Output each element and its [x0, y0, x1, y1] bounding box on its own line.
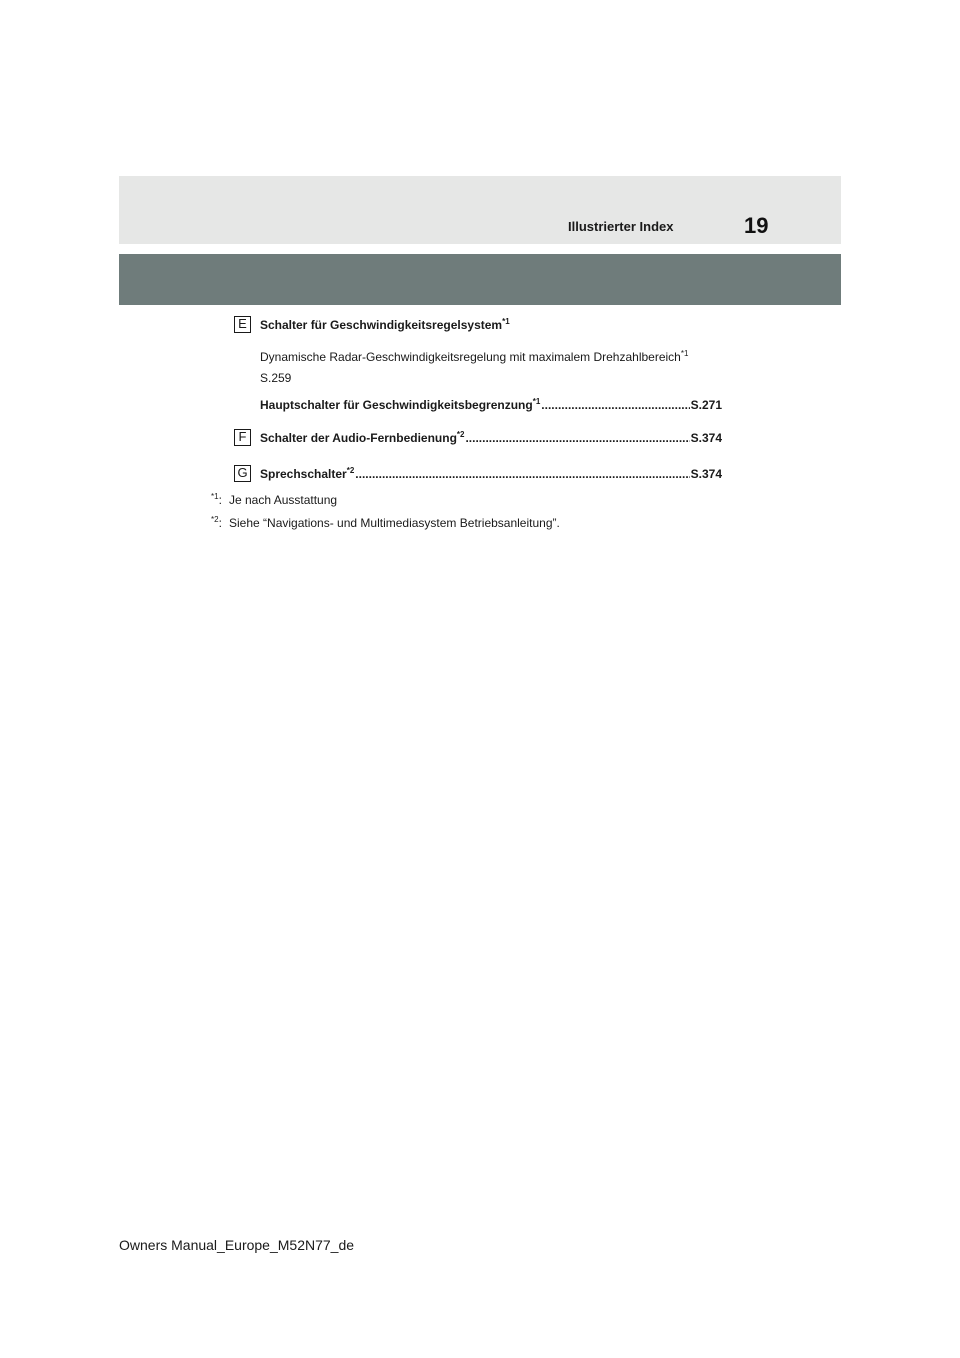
item-e-sub2-page-ref[interactable]: S.271 — [690, 398, 722, 412]
item-g-text: Sprechschalter — [260, 467, 347, 481]
header-band — [119, 176, 841, 244]
footnote-2-marker-sup: *2 — [211, 515, 219, 524]
item-label-g: G — [234, 465, 251, 482]
item-e-title — [260, 318, 722, 332]
chapter-band — [119, 254, 841, 305]
footnote-1-marker-sup: *1 — [211, 492, 219, 501]
item-f-text-wrap — [260, 431, 464, 445]
item-e-sub2-footnote-ref: *1 — [532, 397, 541, 406]
footnote-2 — [211, 516, 560, 530]
footnote-1-text: Je nach Ausstattung — [229, 493, 338, 507]
item-e-sub2-text-wrap — [260, 398, 540, 412]
item-e-sub1 — [260, 350, 722, 364]
item-e-title-footnote-ref: *1 — [502, 317, 510, 326]
footnote-2-text: Siehe “Navigations- und Multimediasystem Betriebsanleitung”. — [229, 516, 560, 530]
section-title: Illustrierter Index — [568, 219, 674, 234]
item-f-footnote-ref: *2 — [456, 430, 465, 439]
item-e-sub1-footnote-ref: *1 — [680, 349, 689, 358]
footnote-2-colon: : — [218, 516, 222, 530]
item-g-page-ref[interactable]: S.374 — [690, 467, 722, 481]
item-f-text: Schalter der Audio-Fernbedienung — [260, 431, 457, 445]
item-e-sub1-text: Dynamische Radar-Geschwindigkeitsregelung mit maximalem Drehzahlbereich — [260, 350, 681, 364]
item-e-sub2-text: Hauptschalter für Geschwindigkeitsbegrenzung — [260, 398, 533, 412]
item-f-page-ref[interactable]: S.374 — [690, 431, 722, 445]
footnote-1-marker — [211, 493, 229, 507]
document-footer: Owners Manual_Europe_M52N77_de — [119, 1237, 355, 1253]
page-number: 19 — [744, 213, 769, 238]
item-g-footnote-ref: *2 — [346, 466, 355, 475]
item-g — [260, 467, 722, 481]
item-e-sub1-ref-text[interactable]: S.259 — [260, 371, 292, 385]
leader-dots — [355, 467, 689, 481]
footnote-1 — [211, 493, 337, 507]
item-e-title-text: Schalter für Geschwindigkeitsregelsystem — [260, 318, 503, 332]
item-label-e: E — [234, 316, 251, 333]
leader-dots — [465, 431, 689, 445]
item-label-f: F — [234, 429, 251, 446]
item-g-text-wrap — [260, 467, 354, 481]
item-e-sub2 — [260, 398, 722, 412]
footnote-1-colon: : — [218, 493, 222, 507]
item-e-sub1-page-ref[interactable] — [260, 371, 722, 385]
leader-dots — [541, 398, 689, 412]
footnote-2-marker — [211, 516, 229, 530]
item-f — [260, 431, 722, 445]
